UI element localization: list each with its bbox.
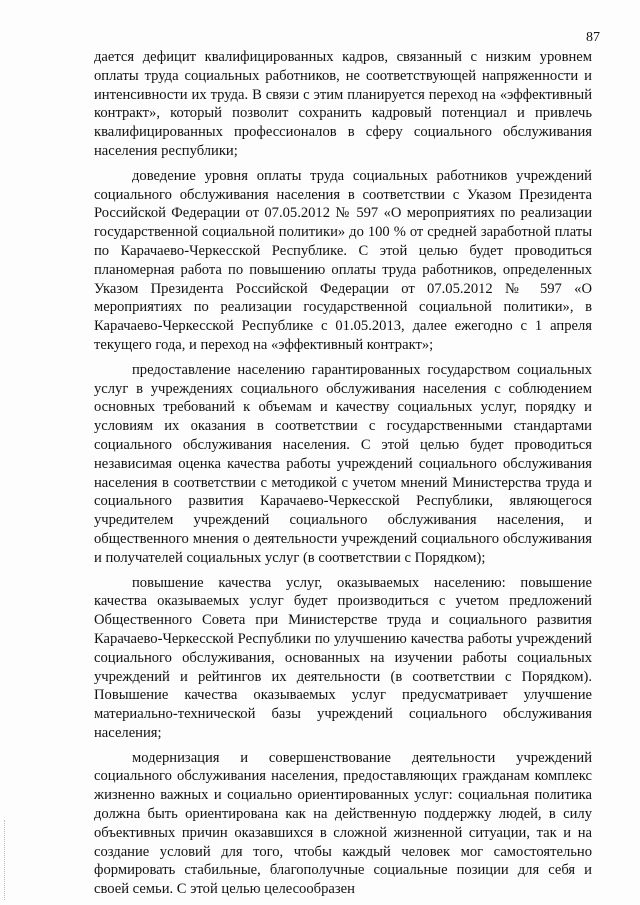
page-number: 87 [586,30,600,45]
paragraph-2: доведение уровня оплаты труда социальных работников учреждений социального обслуживания населения в соответствии с Указом Президента Российской Федерации от 07.05.2012 № 597 «О мероприятиях по реализации государственной социальной политики» до 100 % от средней заработной платы по Карачаево-Черкесской Республике. С этой целью будет проводиться планомерная работа по повышению оплаты труда работников, определенных Указом Президента Российской Федерации от 07.05.2012 № 597 «О мероприятиях по реализации государственной социальной политики», в Карачаево-Черкесской Республике с 01.05.2013, далее ежегодно с 1 апреля текущего года, и переход на «эффективный контракт»; [94,167,592,353]
paragraph-4: повышение качества услуг, оказываемых населению: повышение качества оказываемых услуг будет производиться с учетом предложений Общественного Совета при Министерстве труда и социального развития Карачаево-Черкесской Республики по улучшению качества работы учреждений социального обслуживания, основанных на изучении работы социальных учреждений и рейтингов их деятельности (в соответствии с Порядком). Повышение качества оказываемых услуг предусматривает улучшение материально-технической базы учреждений социального обслуживания населения; [94,574,592,741]
document-body [94,48,592,905]
scan-edge-marks [4,820,7,900]
paragraph-3: предоставление населению гарантированных государством социальных услуг в учреждениях социального обслуживания населения с соблюдением основных требований к объемам и качеству социальных услуг, порядку и условиям их оказания в соответствии с государственными стандартами социального обслуживания населения. С этой целью будет проводиться независимая оценка качества работы учреждений социального обслуживания населения в соответствии с методикой с учетом мнений Министерства труда и социального развития Карачаево-Черкесской Республики, являющегося учредителем учреждений социального обслуживания населения, и общественного мнения о деятельности учреждений социального обслуживания и получателей социальных услуг (в соответствии с Порядком); [94,361,592,566]
paragraph-5: модернизация и совершенствование деятельности учреждений социального обслуживания населения, предоставляющих гражданам комплекс жизненно важных и социально ориентированных услуг: социальная политика должна быть ориентирована как на действенную поддержку людей, в силу объективных причин оказавшихся в сложной жизненной ситуации, так и на создание условий для того, чтобы каждый человек мог самостоятельно формировать стабильные, благополучные социальные позиции для себя и своей семьи. С этой целью целесообразен [94,749,592,898]
paragraph-1: дается дефицит квалифицированных кадров, связанный с низким уровнем оплаты труда социальных работников, не соответствующей напряженности и интенсивности их труда. В связи с этим планируется переход на «эффективный контракт», который позволит сохранить кадровый потенциал и привлечь квалифицированных профессионалов в сферу социального обслуживания населения республики; [94,49,592,159]
